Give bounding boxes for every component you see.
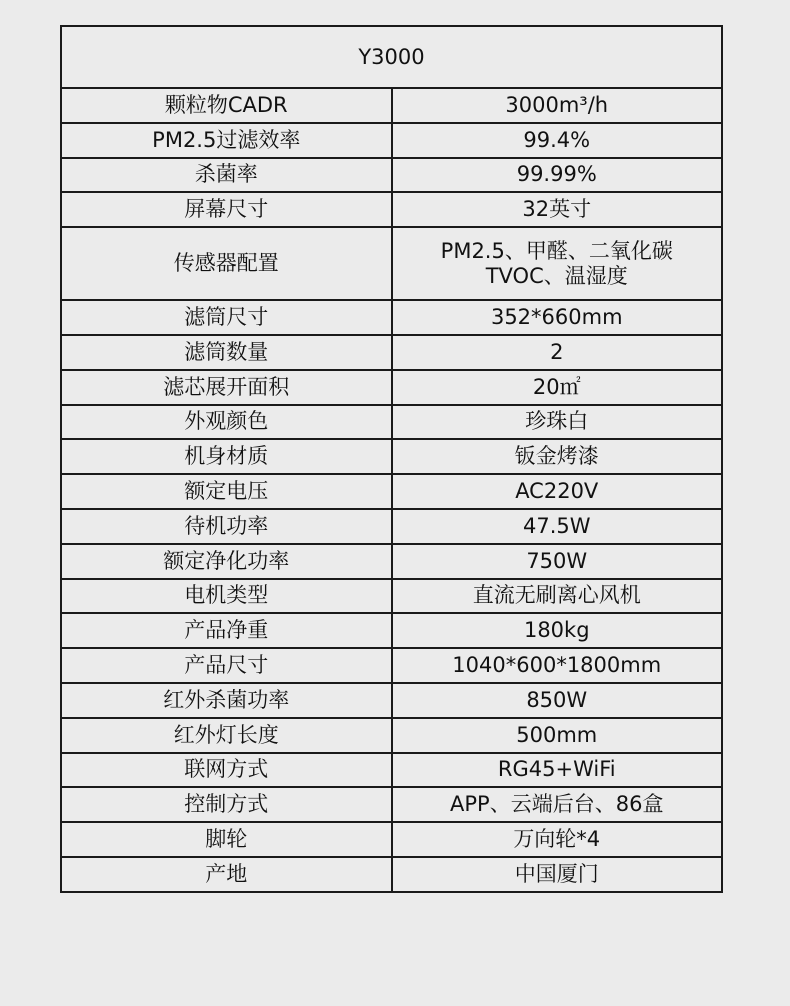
spec-label: 控制方式 [61, 787, 392, 822]
table-row [61, 370, 722, 405]
spec-value [392, 227, 723, 300]
spec-table [60, 25, 723, 893]
table-row [61, 683, 722, 718]
spec-value: 3000m³/h [392, 88, 723, 123]
spec-value: 352*660mm [392, 300, 723, 335]
spec-label: 红外灯长度 [61, 718, 392, 753]
spec-label: 产品尺寸 [61, 648, 392, 683]
spec-label: 机身材质 [61, 439, 392, 474]
table-row [61, 227, 722, 300]
spec-value: 珍珠白 [392, 405, 723, 440]
spec-value: 850W [392, 683, 723, 718]
table-row [61, 474, 722, 509]
spec-label: 产品净重 [61, 613, 392, 648]
table-row [61, 300, 722, 335]
spec-value: 500mm [392, 718, 723, 753]
spec-label: 传感器配置 [61, 227, 392, 300]
table-row [61, 88, 722, 123]
spec-label: 额定净化功率 [61, 544, 392, 579]
spec-label: 滤筒数量 [61, 335, 392, 370]
table-row [61, 857, 722, 892]
spec-label: 屏幕尺寸 [61, 192, 392, 227]
table-row [61, 158, 722, 193]
spec-label: 联网方式 [61, 753, 392, 788]
spec-label: 电机类型 [61, 579, 392, 614]
table-row [61, 439, 722, 474]
spec-value: 钣金烤漆 [392, 439, 723, 474]
spec-label: 待机功率 [61, 509, 392, 544]
table-row [61, 335, 722, 370]
spec-label: 产地 [61, 857, 392, 892]
table-row [61, 405, 722, 440]
spec-value: 2 [392, 335, 723, 370]
table-row [61, 509, 722, 544]
spec-label: 额定电压 [61, 474, 392, 509]
spec-value: 1040*600*1800mm [392, 648, 723, 683]
spec-value: 180kg [392, 613, 723, 648]
spec-value: 20㎡ [392, 370, 723, 405]
spec-value: 直流无刷离心风机 [392, 579, 723, 614]
spec-value: RG45+WiFi [392, 753, 723, 788]
table-row [61, 648, 722, 683]
table-row [61, 544, 722, 579]
spec-label: 红外杀菌功率 [61, 683, 392, 718]
spec-value: 32英寸 [392, 192, 723, 227]
title-row [61, 26, 722, 88]
table-row [61, 123, 722, 158]
spec-label: 颗粒物CADR [61, 88, 392, 123]
spec-value: 47.5W [392, 509, 723, 544]
spec-value: 万向轮*4 [392, 822, 723, 857]
spec-label: 滤芯展开面积 [61, 370, 392, 405]
spec-value: 750W [392, 544, 723, 579]
spec-label: 滤筒尺寸 [61, 300, 392, 335]
spec-value: AC220V [392, 474, 723, 509]
spec-value-line: TVOC、温湿度 [485, 263, 628, 288]
spec-label: 杀菌率 [61, 158, 392, 193]
table-row [61, 579, 722, 614]
table-row [61, 822, 722, 857]
table-row [61, 787, 722, 822]
table-row [61, 718, 722, 753]
product-model-title: Y3000 [61, 26, 722, 88]
spec-value: 中国厦门 [392, 857, 723, 892]
spec-label: 脚轮 [61, 822, 392, 857]
spec-value: APP、云端后台、86盒 [392, 787, 723, 822]
table-row [61, 753, 722, 788]
table-row [61, 613, 722, 648]
table-row [61, 192, 722, 227]
spec-value: 99.4% [392, 123, 723, 158]
spec-value: 99.99% [392, 158, 723, 193]
spec-value-line: PM2.5、甲醛、二氧化碳 [440, 238, 673, 263]
spec-label: PM2.5过滤效率 [61, 123, 392, 158]
spec-label: 外观颜色 [61, 405, 392, 440]
